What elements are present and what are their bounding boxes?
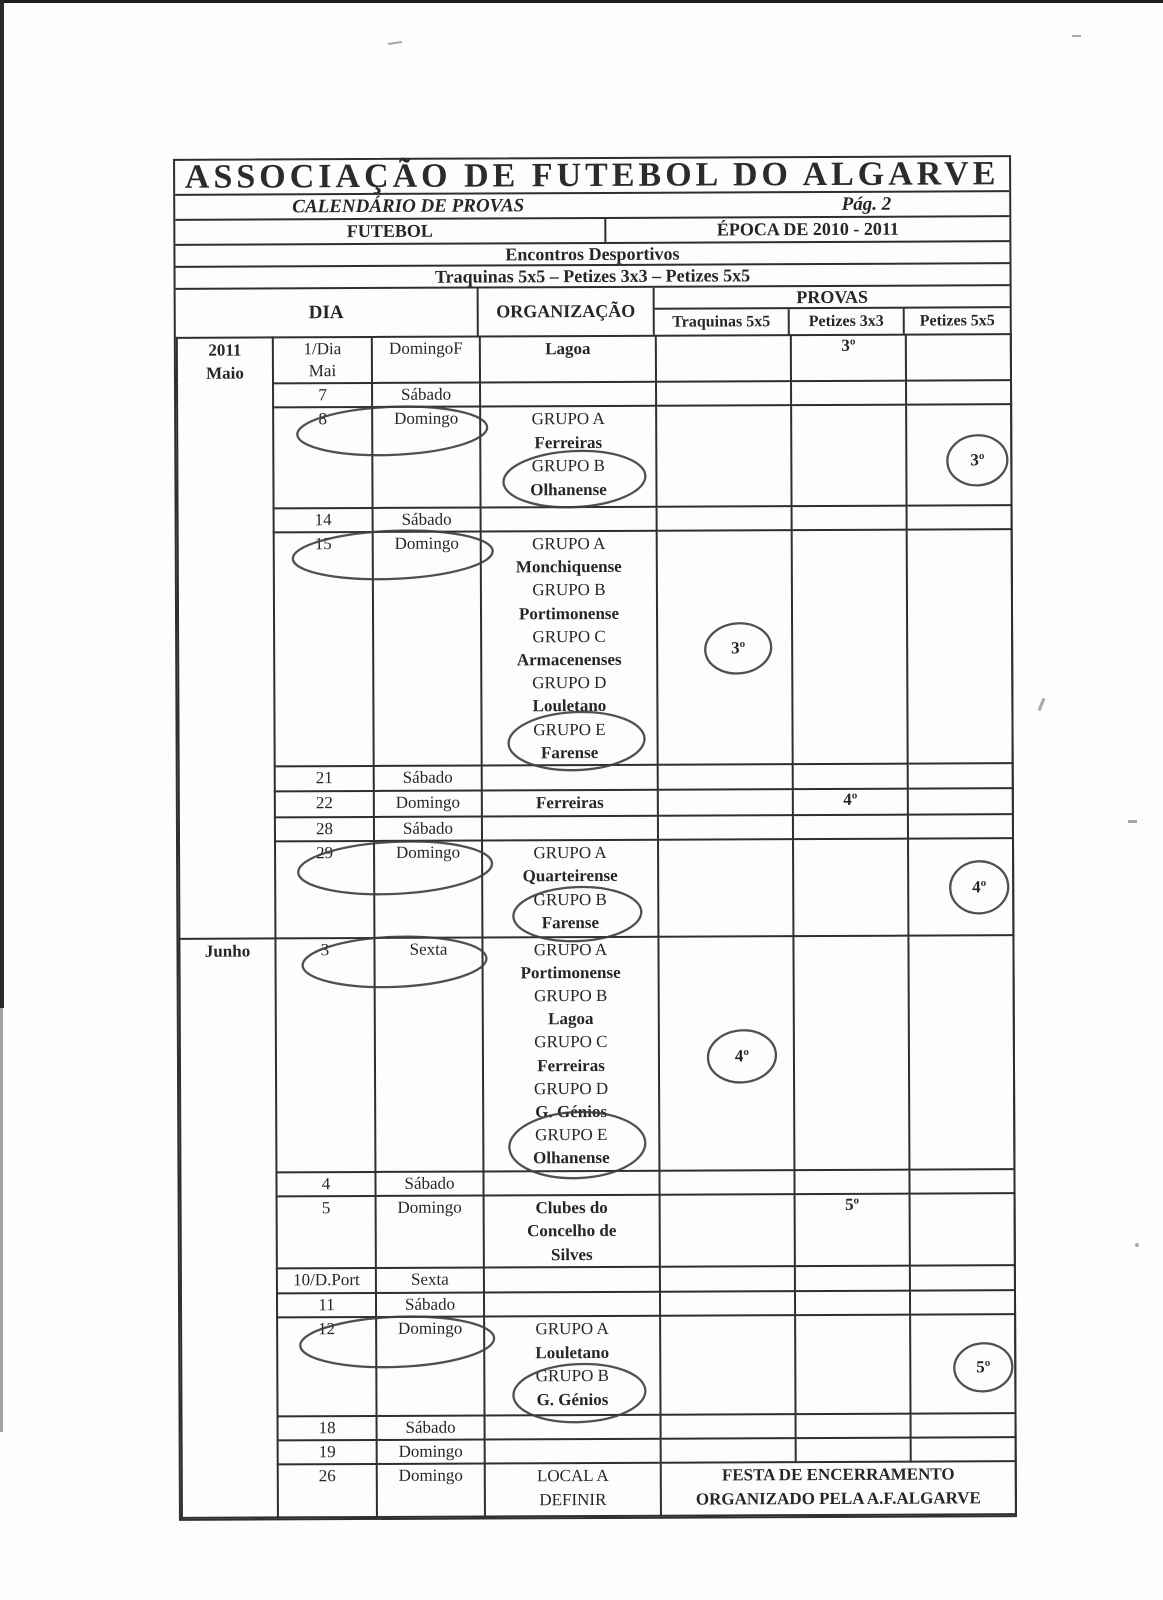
sport-label: FUTEBOL (175, 219, 606, 244)
table-row (181, 1314, 1015, 1417)
header-provas: PROVAS (655, 286, 1010, 310)
cell-weekday: Sábado (376, 1293, 484, 1317)
pen-circle-traquinas-3 (658, 531, 794, 765)
cell-weekday: Sexta (376, 1268, 484, 1293)
table-row (181, 1193, 1015, 1269)
table-row (182, 1461, 1016, 1518)
cell-day: 11 (277, 1293, 376, 1317)
cell-weekday: Sábado (374, 766, 482, 791)
table-row (179, 763, 1013, 792)
table-row (177, 334, 1011, 384)
cell-weekday: Domingo (374, 791, 482, 817)
cell-day: 8 (273, 407, 372, 508)
cell-weekday: Sábado (374, 816, 482, 840)
scan-speck (388, 41, 402, 45)
cell-weekday: Domingo (377, 1464, 485, 1517)
cell-weekday: Domingo (376, 1317, 484, 1416)
cell-traquinas: 3º (657, 530, 793, 765)
cell-weekday: Domingo (377, 1440, 485, 1464)
cell-weekday: Domingo (372, 406, 480, 507)
cell-organizacao: GRUPO A Portimonense GRUPO B Lagoa GRUPO C Ferreiras GRUPO D G. Génios GRUPO E Olhanense (482, 936, 659, 1171)
cell-day: 7 (273, 383, 372, 407)
cell-organizacao: GRUPO A Louletano GRUPO B G. Génios (484, 1316, 660, 1416)
column-header-row (176, 286, 1010, 337)
scan-edge-left (0, 0, 4, 1008)
table-row (181, 1265, 1015, 1294)
header-dia: DIA (176, 289, 479, 337)
cell-organizacao: GRUPO A Ferreiras GRUPO B Olhanense (480, 406, 656, 508)
cell-day: 21 (275, 766, 374, 791)
table-row (177, 380, 1011, 408)
header-petizes-3x3: Petizes 3x3 (790, 309, 905, 335)
cell-day: 14 (274, 508, 373, 532)
cell-petizes5x5: 3º (906, 404, 1011, 505)
cell-petizes5x5: 4º (908, 838, 1013, 935)
table-row (182, 1413, 1016, 1441)
cell-day: 18 (278, 1416, 377, 1440)
table-row (179, 935, 1014, 1173)
cell-day: 4 (276, 1172, 375, 1196)
cell-day: 29 (275, 840, 374, 937)
pen-circle-petizes5x5-3 (907, 405, 1012, 506)
cell-petizes5x5 (906, 334, 1011, 380)
cell-weekday: Sábado (373, 507, 481, 531)
header-provas-group (655, 286, 1010, 335)
cell-day: 19 (278, 1440, 377, 1464)
calendar-document (173, 155, 1017, 1521)
cell-weekday: Domingo (374, 840, 482, 937)
subtitle-row (175, 192, 1009, 221)
scan-speck (1038, 698, 1046, 711)
cell-month-maio: 2011 Maio (177, 337, 276, 938)
cell-weekday: Sexta (374, 937, 483, 1172)
table-row (182, 1437, 1016, 1465)
pen-circle-petizes5x5-5 (911, 1315, 1016, 1414)
cell-organizacao: Lagoa (480, 336, 656, 383)
cell-day: 3 (275, 937, 375, 1171)
pen-circle-traquinas-4 (659, 937, 795, 1171)
table-row (179, 814, 1013, 842)
cell-festa-encerramento: FESTA DE ENCERRAMENTO ORGANIZADO PELA A.F.ALGARVE (661, 1461, 1016, 1516)
categories-label: Traquinas 5x5 – Petizes 3x3 – Petizes 5x5 (176, 264, 1010, 290)
cell-weekday: Sábado (375, 1171, 483, 1195)
cell-day: 26 (278, 1464, 377, 1517)
cell-day: 5 (277, 1196, 376, 1269)
cell-day: 28 (275, 816, 374, 840)
table-row (179, 838, 1013, 939)
scan-edge-left-faded (0, 1008, 3, 1432)
cell-organizacao: Ferreiras (482, 790, 658, 816)
table-row (180, 1169, 1014, 1197)
cell-organizacao: LOCAL A DEFINIR (485, 1463, 661, 1517)
calendar-table (176, 333, 1017, 1519)
header-organizacao: ORGANIZAÇÃO (479, 288, 655, 336)
table-row (178, 529, 1013, 767)
cell-organizacao: GRUPO A Monchiquense GRUPO B Portimonense GRUPO C Armacenenses GRUPO D Louletano GRUPO E Farense (481, 531, 658, 766)
table-row (177, 404, 1011, 509)
cell-day: 15 (274, 532, 374, 766)
cell-traquinas (656, 335, 791, 382)
scan-speck (1135, 1243, 1139, 1247)
table-row (181, 1290, 1015, 1318)
cell-weekday: DomingoF (372, 336, 480, 382)
scan-speck (1128, 820, 1137, 823)
sport-season-row (175, 217, 1009, 246)
scan-edge-top (0, 0, 1163, 3)
page-title: ASSOCIAÇÃO DE FUTEBOL DO ALGARVE (175, 157, 1009, 196)
cell-month-junho: Junho (179, 938, 278, 1518)
table-row (178, 505, 1012, 533)
cell-traquinas: 4º (658, 936, 794, 1171)
header-petizes-5x5: Petizes 5x5 (919, 311, 995, 330)
cell-petizes3x3: 5º (795, 1193, 910, 1266)
cell-organizacao (480, 382, 656, 407)
page-number: Pág. 2 (841, 193, 892, 215)
cell-day: 10/D.Port (277, 1268, 376, 1293)
cell-weekday: Sábado (372, 382, 480, 406)
header-traquinas-5x5: Traquinas 5x5 (655, 309, 790, 335)
calendar-label: CALENDÁRIO DE PROVAS (292, 194, 525, 217)
cell-weekday: Domingo (376, 1195, 484, 1268)
cell-day: 1/Dia Mai (273, 337, 372, 383)
cell-petizes3x3: 3º (791, 335, 906, 382)
cell-day: 22 (275, 791, 374, 817)
cell-organizacao: GRUPO A Quarteirense GRUPO B Farense (482, 839, 658, 937)
cell-weekday: Domingo (373, 531, 482, 766)
scan-speck (1072, 35, 1081, 37)
table-row (179, 788, 1013, 817)
cell-petizes3x3: 4º (793, 789, 908, 815)
cell-day: 12 (277, 1317, 376, 1416)
cell-organizacao: Clubes do Concelho de Silves (484, 1194, 660, 1267)
season-label: ÉPOCA DE 2010 - 2011 (716, 218, 899, 240)
cell-petizes5x5: 5º (910, 1314, 1015, 1413)
cell-weekday: Sábado (377, 1416, 485, 1440)
meeting-label: Encontros Desportivos (175, 242, 1009, 268)
pen-circle-petizes5x5-4 (909, 839, 1014, 936)
